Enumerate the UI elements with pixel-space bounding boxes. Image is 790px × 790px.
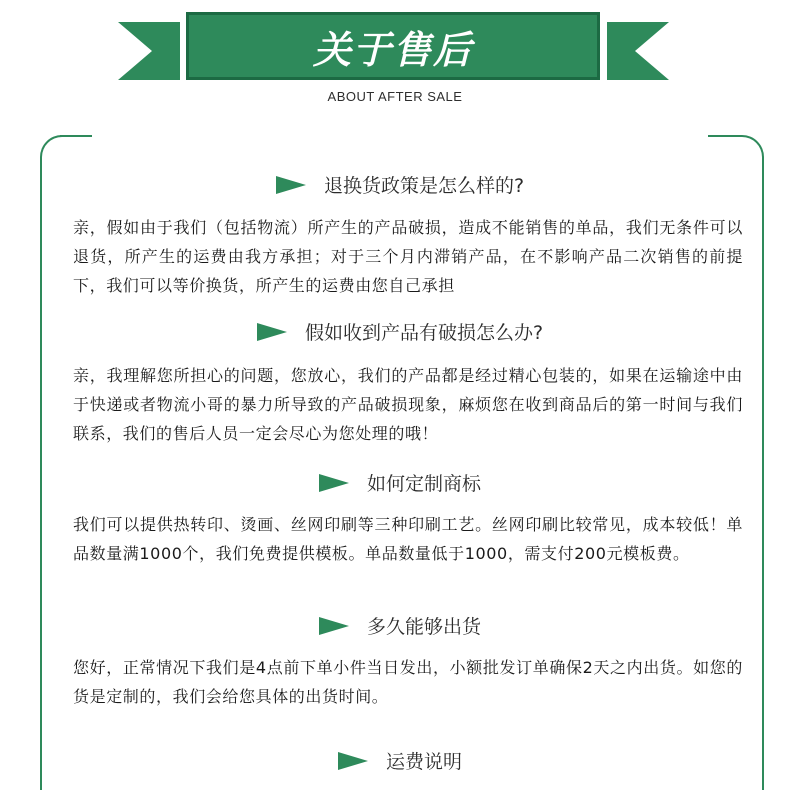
ribbon-left-decoration	[118, 22, 180, 80]
page-title: 关于售后	[312, 27, 473, 72]
triangle-arrow-right-icon	[319, 617, 349, 635]
triangle-arrow-right-icon	[276, 176, 306, 194]
ribbon-right-decoration	[607, 22, 669, 80]
frame-corner-right	[740, 135, 764, 159]
frame-right-border	[762, 158, 764, 790]
section-heading	[40, 469, 760, 496]
triangle-arrow-right-icon	[257, 323, 287, 341]
section-heading	[40, 747, 760, 774]
section-heading	[40, 612, 760, 639]
frame-corner-left	[40, 135, 64, 159]
section-heading	[40, 171, 760, 198]
frame-top-left-line	[60, 135, 92, 137]
section-question: 多久能够出货	[366, 616, 481, 638]
section-question: 假如收到产品有破损怎么办?	[304, 322, 544, 344]
section-answer: 亲，假如由于我们（包括物流）所产生的产品破损，造成不能销售的单品，我们无条件可以退货，所产生的运费由我方承担；对于三个月内滞销产品，在不影响产品二次销售的前提下，我们可以等价换货，所产生的运费由您自己承担	[73, 218, 743, 295]
triangle-arrow-right-icon	[338, 752, 368, 770]
title-banner	[186, 12, 600, 80]
section-question: 运费说明	[385, 751, 462, 773]
section-heading	[40, 318, 760, 345]
section-answer: 我们可以提供热转印、烫画、丝网印刷等三种印刷工艺。丝网印刷比较常见，成本较低！单品数量满1000个，我们免费提供模板。单品数量低于1000，需支付200元模板费。	[73, 515, 743, 563]
frame-top-right-line	[708, 135, 742, 137]
section-answer: 您好，正常情况下我们是4点前下单小件当日发出，小额批发订单确保2天之内出货。如您的货是定制的，我们会给您具体的出货时间。	[73, 658, 743, 706]
section-answer: 亲，我理解您所担心的问题，您放心，我们的产品都是经过精心包装的，如果在运输途中由于快递或者物流小哥的暴力所导致的产品破损现象，麻烦您在收到商品后的第一时间与我们联系，我们的售后人员一定会尽心为您处理的哦！	[73, 366, 743, 443]
page-subtitle: ABOUT AFTER SALE	[327, 89, 463, 104]
section-question: 如何定制商标	[366, 473, 481, 495]
triangle-arrow-right-icon	[319, 474, 349, 492]
section-question: 退换货政策是怎么样的?	[323, 175, 525, 197]
